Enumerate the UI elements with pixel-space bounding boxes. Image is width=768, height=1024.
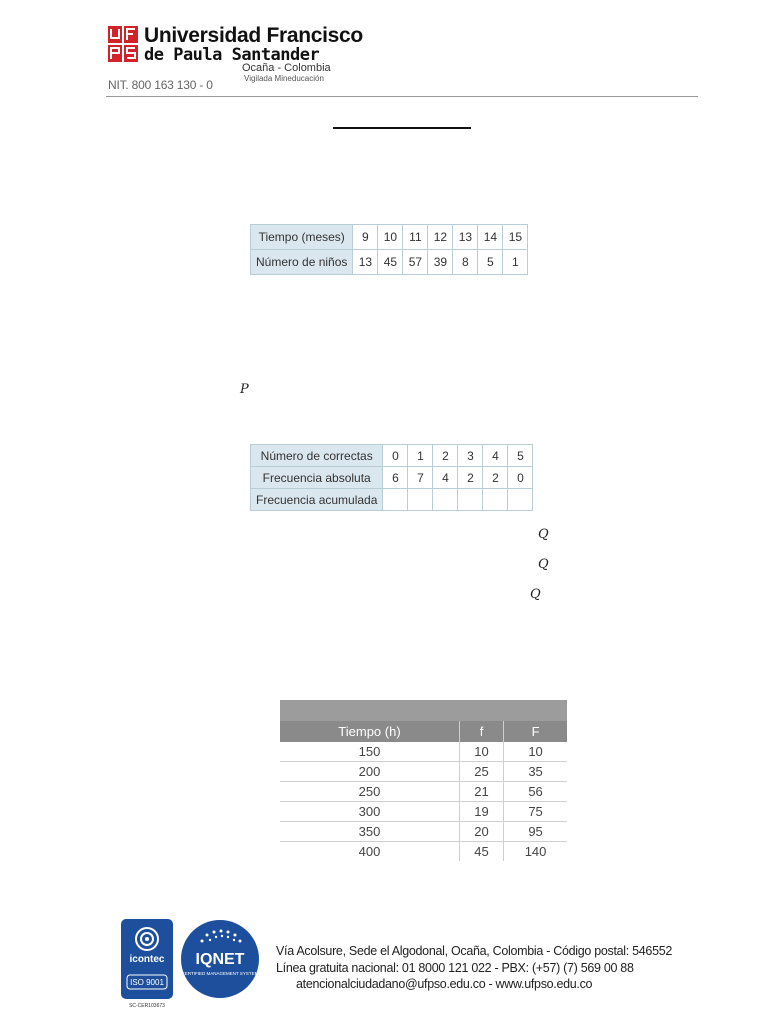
table-row — [280, 742, 567, 762]
university-name-line1: Universidad Francisco — [144, 24, 363, 47]
table-cell: 350 — [280, 822, 459, 842]
table-cell: 2 — [458, 467, 483, 489]
table-cell: 10 — [504, 742, 567, 762]
row-label: Frecuencia acumulada — [251, 489, 383, 511]
row-label: Frecuencia absoluta — [251, 467, 383, 489]
table-row — [280, 842, 567, 862]
table-row — [280, 782, 567, 802]
table-cell: 15 — [503, 225, 528, 250]
table-cell: 9 — [353, 225, 378, 250]
row-label: Número de niños — [251, 250, 353, 275]
math-symbol-q1: Q — [538, 527, 549, 542]
table-cell: 39 — [428, 250, 453, 275]
table-row — [280, 802, 567, 822]
vigilance-note: Vigilada Mineducación — [244, 74, 324, 83]
table-cell: 5 — [508, 445, 533, 467]
table-title-bar — [280, 700, 567, 721]
column-header: f — [459, 721, 503, 742]
table-cell: 20 — [459, 822, 503, 842]
empty-cell[interactable] — [458, 489, 483, 511]
table-cell: 19 — [459, 802, 503, 822]
table-cell: 45 — [459, 842, 503, 862]
table-cell: 300 — [280, 802, 459, 822]
iqnet-label: IQNET — [195, 951, 245, 968]
table-tiempo-meses — [250, 224, 528, 275]
column-header: Tiempo (h) — [280, 721, 459, 742]
empty-cell[interactable] — [383, 489, 408, 511]
table-cell: 45 — [378, 250, 403, 275]
table-cell: 1 — [408, 445, 433, 467]
university-city: Ocaña - Colombia — [242, 62, 331, 74]
table-cell: 57 — [403, 250, 428, 275]
table-cell: 56 — [504, 782, 567, 802]
table-cell: 7 — [408, 467, 433, 489]
table-cell: 2 — [483, 467, 508, 489]
table-cell: 21 — [459, 782, 503, 802]
math-symbol-q2: Q — [538, 557, 549, 572]
table-cell: 150 — [280, 742, 459, 762]
table-row — [280, 822, 567, 842]
table-cell: 250 — [280, 782, 459, 802]
nit-number: NIT. 800 163 130 - 0 — [108, 78, 213, 92]
table-cell: 14 — [478, 225, 503, 250]
table-cell: 13 — [353, 250, 378, 275]
table-cell: 140 — [504, 842, 567, 862]
title-underline — [333, 127, 471, 129]
icontec-badge — [121, 919, 173, 1009]
table-correctas — [250, 444, 533, 511]
table-cell: 4 — [483, 445, 508, 467]
table-header-row — [280, 721, 567, 742]
icontec-iso: ISO 9001 — [130, 978, 164, 987]
table-cell: 11 — [403, 225, 428, 250]
math-symbol-q3: Q — [530, 587, 541, 602]
footer-address: Vía Acolsure, Sede el Algodonal, Ocaña, Colombia - Código postal: 546552 — [276, 944, 673, 958]
table-cell: 4 — [433, 467, 458, 489]
table-cell: 200 — [280, 762, 459, 782]
table-cell: 400 — [358, 844, 381, 859]
header-divider — [106, 96, 698, 97]
table-cell: 95 — [504, 822, 567, 842]
table-cell: 75 — [504, 802, 567, 822]
table-row — [251, 445, 533, 467]
table-tiempo-horas — [280, 721, 567, 861]
empty-cell[interactable] — [433, 489, 458, 511]
table-cell: 12 — [428, 225, 453, 250]
table-row — [251, 489, 533, 511]
table-cell: 3 — [458, 445, 483, 467]
icontec-code: SC-CER103673 — [129, 1003, 165, 1009]
table-cell: 25 — [459, 762, 503, 782]
table-cell: 8 — [453, 250, 478, 275]
table-cell: 10 — [378, 225, 403, 250]
table-cell: 13 — [453, 225, 478, 250]
university-name-line2: de Paula Santander — [144, 45, 320, 65]
table-row — [251, 250, 528, 275]
table-row — [251, 225, 528, 250]
table-cell: 5 — [478, 250, 503, 275]
footer-phone: Línea gratuita nacional: 01 8000 121 022 - PBX: (+57) (7) 569 00 88 — [276, 961, 634, 975]
empty-cell[interactable] — [408, 489, 433, 511]
iqnet-sub: CERTIFIED MANAGEMENT SYSTEM — [181, 971, 259, 976]
row-label: Tiempo (meses) — [251, 225, 353, 250]
column-header: F — [504, 721, 567, 742]
table-row — [280, 762, 567, 782]
ufps-logo — [108, 26, 138, 62]
table-cell: 35 — [504, 762, 567, 782]
table-cell: 0 — [383, 445, 408, 467]
table-cell: 6 — [383, 467, 408, 489]
table-cell: 10 — [459, 742, 503, 762]
footer-contact[interactable]: atencionalciudadano@ufpso.edu.co - www.ufpso.edu.co — [296, 977, 593, 991]
table-cell: 1 — [503, 250, 528, 275]
iqnet-badge — [180, 919, 260, 999]
empty-cell[interactable] — [508, 489, 533, 511]
table-row — [251, 467, 533, 489]
icontec-label: icontec — [129, 954, 165, 965]
table-cell: 2 — [433, 445, 458, 467]
row-label: Número de correctas — [251, 445, 383, 467]
empty-cell[interactable] — [483, 489, 508, 511]
table-cell: 0 — [508, 467, 533, 489]
math-symbol-p: P — [240, 382, 249, 397]
